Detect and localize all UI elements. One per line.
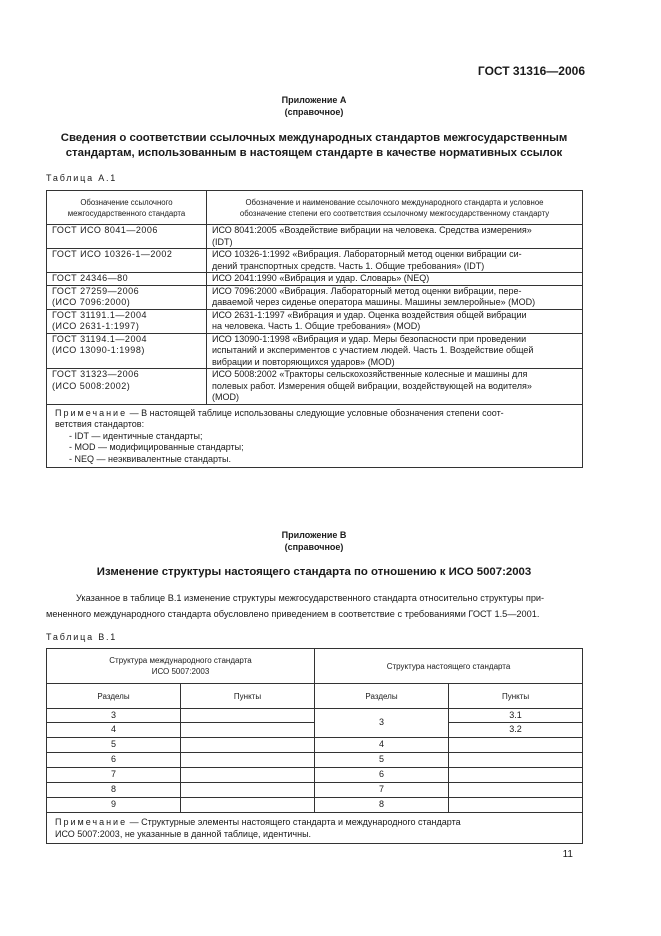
table-b1-local-structure-header: Структура настоящего стандарта <box>315 649 583 684</box>
cell-line: (ИСО 5008:2002) <box>52 380 131 391</box>
gost-designation-cell <box>47 333 207 369</box>
iso-point-cell <box>181 768 315 783</box>
cell-line: ГОСТ 24346—80 <box>52 273 129 283</box>
note-item-mod: - MOD — модифицированные стандарты; <box>69 442 244 452</box>
gost-designation-cell <box>47 273 207 286</box>
cell-line: на человека. Часть 1. Общие требования» (MOD) <box>212 321 421 331</box>
gost-designation-cell <box>47 309 207 333</box>
document-header-id: ГОСТ 31316—2006 <box>477 64 585 78</box>
paragraph-line2: мененного международного стандарта обусловлено приведением в соответствие с требованиями ГОСТ 1.5—2001. <box>46 609 540 619</box>
appendix-a-heading-line1: Сведения о соответствии ссылочных международных стандартов межгосударственным <box>60 132 568 144</box>
note-text: — Структурные элементы настоящего стандарта и международного стандарта <box>129 817 461 827</box>
cell-line: ИСО 13090-1:1998 «Вибрация и удар. Меры безопасности при проведении <box>212 333 527 344</box>
local-section-cell: 8 <box>315 798 449 813</box>
local-section-cell: 6 <box>315 768 449 783</box>
local-point-cell <box>449 768 583 783</box>
cell-line: ИСО 10326-1:1992 «Вибрация. Лабораторный метод оценки вибрации си- <box>212 249 522 259</box>
note-line2: ИСО 5007:2003, не указанные в данной таблице, идентичны. <box>55 829 312 839</box>
iso-point-cell <box>181 723 315 738</box>
iso-section-cell: 9 <box>47 798 181 813</box>
table-b1-group-header-row <box>47 649 583 684</box>
iso-structure-line: ИСО 5007:2003 <box>151 667 210 676</box>
appendix-b-type: (справочное) <box>284 542 344 552</box>
cell-line: ГОСТ ИСО 8041—2006 <box>52 225 158 235</box>
table-row <box>47 738 583 753</box>
local-point-cell: 3.2 <box>449 723 583 738</box>
table-row <box>47 768 583 783</box>
cell-line: вибрации и повторяющихся ударов» (MOD) <box>212 356 395 367</box>
iso-section-cell: 6 <box>47 753 181 768</box>
note-line1-start <box>55 816 461 828</box>
iso-designation-cell <box>207 249 583 273</box>
cell-line: ГОСТ 31194.1—2004 <box>52 333 147 344</box>
table-row <box>47 225 583 249</box>
local-point-cell <box>449 798 583 813</box>
table-a1-col1-header <box>47 191 207 225</box>
iso-section-cell: 3 <box>47 709 181 723</box>
note-label: Примечание <box>55 817 128 827</box>
gost-designation-cell <box>47 249 207 273</box>
note-text: — В настоящей таблице использованы следующие условные обозначения степени соот- <box>127 407 504 418</box>
table-row <box>47 309 583 333</box>
iso-section-cell: 7 <box>47 768 181 783</box>
appendix-a-type: (справочное) <box>284 107 344 117</box>
gost-designation-cell <box>47 369 207 405</box>
table-b1-note <box>47 813 583 844</box>
local-points-header: Пункты <box>449 684 583 709</box>
table-row <box>47 285 583 309</box>
iso-structure-line: Структура международного стандарта <box>109 656 252 665</box>
cell-line: (IDT) <box>212 236 233 247</box>
local-section-cell: 3 <box>315 709 449 738</box>
local-section-cell: 4 <box>315 738 449 753</box>
table-row <box>47 709 583 723</box>
iso-points-header: Пункты <box>181 684 315 709</box>
cell-line: ГОСТ 31323—2006 <box>52 369 140 379</box>
iso-sections-header: Разделы <box>47 684 181 709</box>
table-row <box>47 369 583 405</box>
cell-line: (ИСО 7096:2000) <box>52 297 131 307</box>
iso-designation-cell <box>207 369 583 405</box>
iso-point-cell <box>181 738 315 753</box>
iso-section-cell: 5 <box>47 738 181 753</box>
local-point-cell <box>449 738 583 753</box>
table-a1-header-row <box>47 191 583 225</box>
cell-line: ИСО 2041:1990 «Вибрация и удар. Словарь» (NEQ) <box>212 273 430 283</box>
iso-designation-cell <box>207 333 583 369</box>
note-text-line2: ветствия стандартов: <box>55 419 145 429</box>
col2-header-line: обозначение степени его соответствия ссылочному межгосударственному стандарту <box>239 208 550 218</box>
cell-line: ИСО 8041:2005 «Воздействие вибрации на человека. Средства измерения» <box>212 225 532 235</box>
iso-point-cell <box>181 798 315 813</box>
table-row <box>47 753 583 768</box>
cell-line: дений транспортных средств. Часть 1. Общие требования» (IDT) <box>212 260 485 271</box>
local-section-cell: 7 <box>315 783 449 798</box>
appendix-a-heading-line2: стандартам, использованным в настоящем стандарте в качестве нормативных ссылок <box>65 147 563 159</box>
cell-line: (ИСО 2631-1:1997) <box>52 321 140 331</box>
table-a1-caption: Таблица А.1 <box>46 173 118 183</box>
cell-line: испытаний и экспериментов с участием людей. Часть 1. Воздействие общей <box>212 345 534 355</box>
gost-designation-cell <box>47 285 207 309</box>
table-b1 <box>46 648 583 844</box>
cell-line: ИСО 2631-1:1997 «Вибрация и удар. Оценка воздействия общей вибрации <box>212 309 527 320</box>
table-a1 <box>46 190 583 468</box>
table-b1-caption: Таблица В.1 <box>46 632 118 642</box>
appendix-b-paragraph <box>46 590 582 622</box>
note-item-idt: - IDT — идентичные стандарты; <box>69 430 203 441</box>
page-number: 11 <box>562 849 573 860</box>
cell-line: ГОСТ ИСО 10326-1—2002 <box>52 249 173 259</box>
cell-line: полевых работ. Измерения общей вибрации, воздействующей на водителя» <box>212 380 532 391</box>
iso-point-cell <box>181 783 315 798</box>
cell-line: даваемой через сиденье оператора машины. Машины землеройные» (MOD) <box>212 297 536 307</box>
iso-point-cell <box>181 709 315 723</box>
cell-line: ИСО 7096:2000 «Вибрация. Лабораторный метод оценки вибрации, пере- <box>212 285 522 296</box>
cell-line: (ИСО 13090-1:1998) <box>52 345 145 355</box>
note-item-neq: - NEQ — неэквивалентные стандарты. <box>69 453 231 464</box>
table-row <box>47 798 583 813</box>
cell-line: ИСО 5008:2002 «Тракторы сельскохозяйственные колесные и машины для <box>212 369 528 379</box>
table-a1-note-row <box>47 404 583 468</box>
iso-designation-cell <box>207 273 583 286</box>
note-label: Примечание <box>55 407 128 418</box>
table-row <box>47 783 583 798</box>
cell-line: (MOD) <box>212 392 239 402</box>
iso-designation-cell <box>207 285 583 309</box>
col1-header-line: межгосударственного стандарта <box>67 208 186 218</box>
appendix-a-title: Приложение А <box>281 95 347 105</box>
table-row <box>47 333 583 369</box>
table-b1-note-row <box>47 813 583 844</box>
paragraph-line1: Указанное в таблице В.1 изменение структуры межгосударственного стандарта относительно структуры при- <box>76 593 545 603</box>
iso-designation-cell <box>207 309 583 333</box>
iso-section-cell: 8 <box>47 783 181 798</box>
appendix-b-heading: Изменение структуры настоящего стандарта по отношению к ИСО 5007:2003 <box>96 566 532 578</box>
table-a1-note <box>47 404 583 468</box>
local-point-cell: 3.1 <box>449 709 583 723</box>
iso-point-cell <box>181 753 315 768</box>
cell-line: ГОСТ 27259—2006 <box>52 285 140 296</box>
local-point-cell <box>449 753 583 768</box>
local-sections-header: Разделы <box>315 684 449 709</box>
iso-designation-cell <box>207 225 583 249</box>
appendix-b-title: Приложение В <box>281 530 347 540</box>
col1-header-line: Обозначение ссылочного <box>80 197 173 207</box>
note-line1 <box>55 816 574 828</box>
table-row <box>47 273 583 286</box>
col2-header-line: Обозначение и наименование ссылочного международного стандарта и условное <box>245 197 544 207</box>
table-a1-col2-header <box>207 191 583 225</box>
local-section-cell: 5 <box>315 753 449 768</box>
table-row <box>47 249 583 273</box>
iso-section-cell: 4 <box>47 723 181 738</box>
local-point-cell <box>449 783 583 798</box>
table-b1-iso-structure-header <box>47 649 315 684</box>
table-b1-subheader-row <box>47 684 583 709</box>
appendix-a-heading <box>46 131 582 161</box>
gost-designation-cell <box>47 225 207 249</box>
cell-line: ГОСТ 31191.1—2004 <box>52 309 147 320</box>
